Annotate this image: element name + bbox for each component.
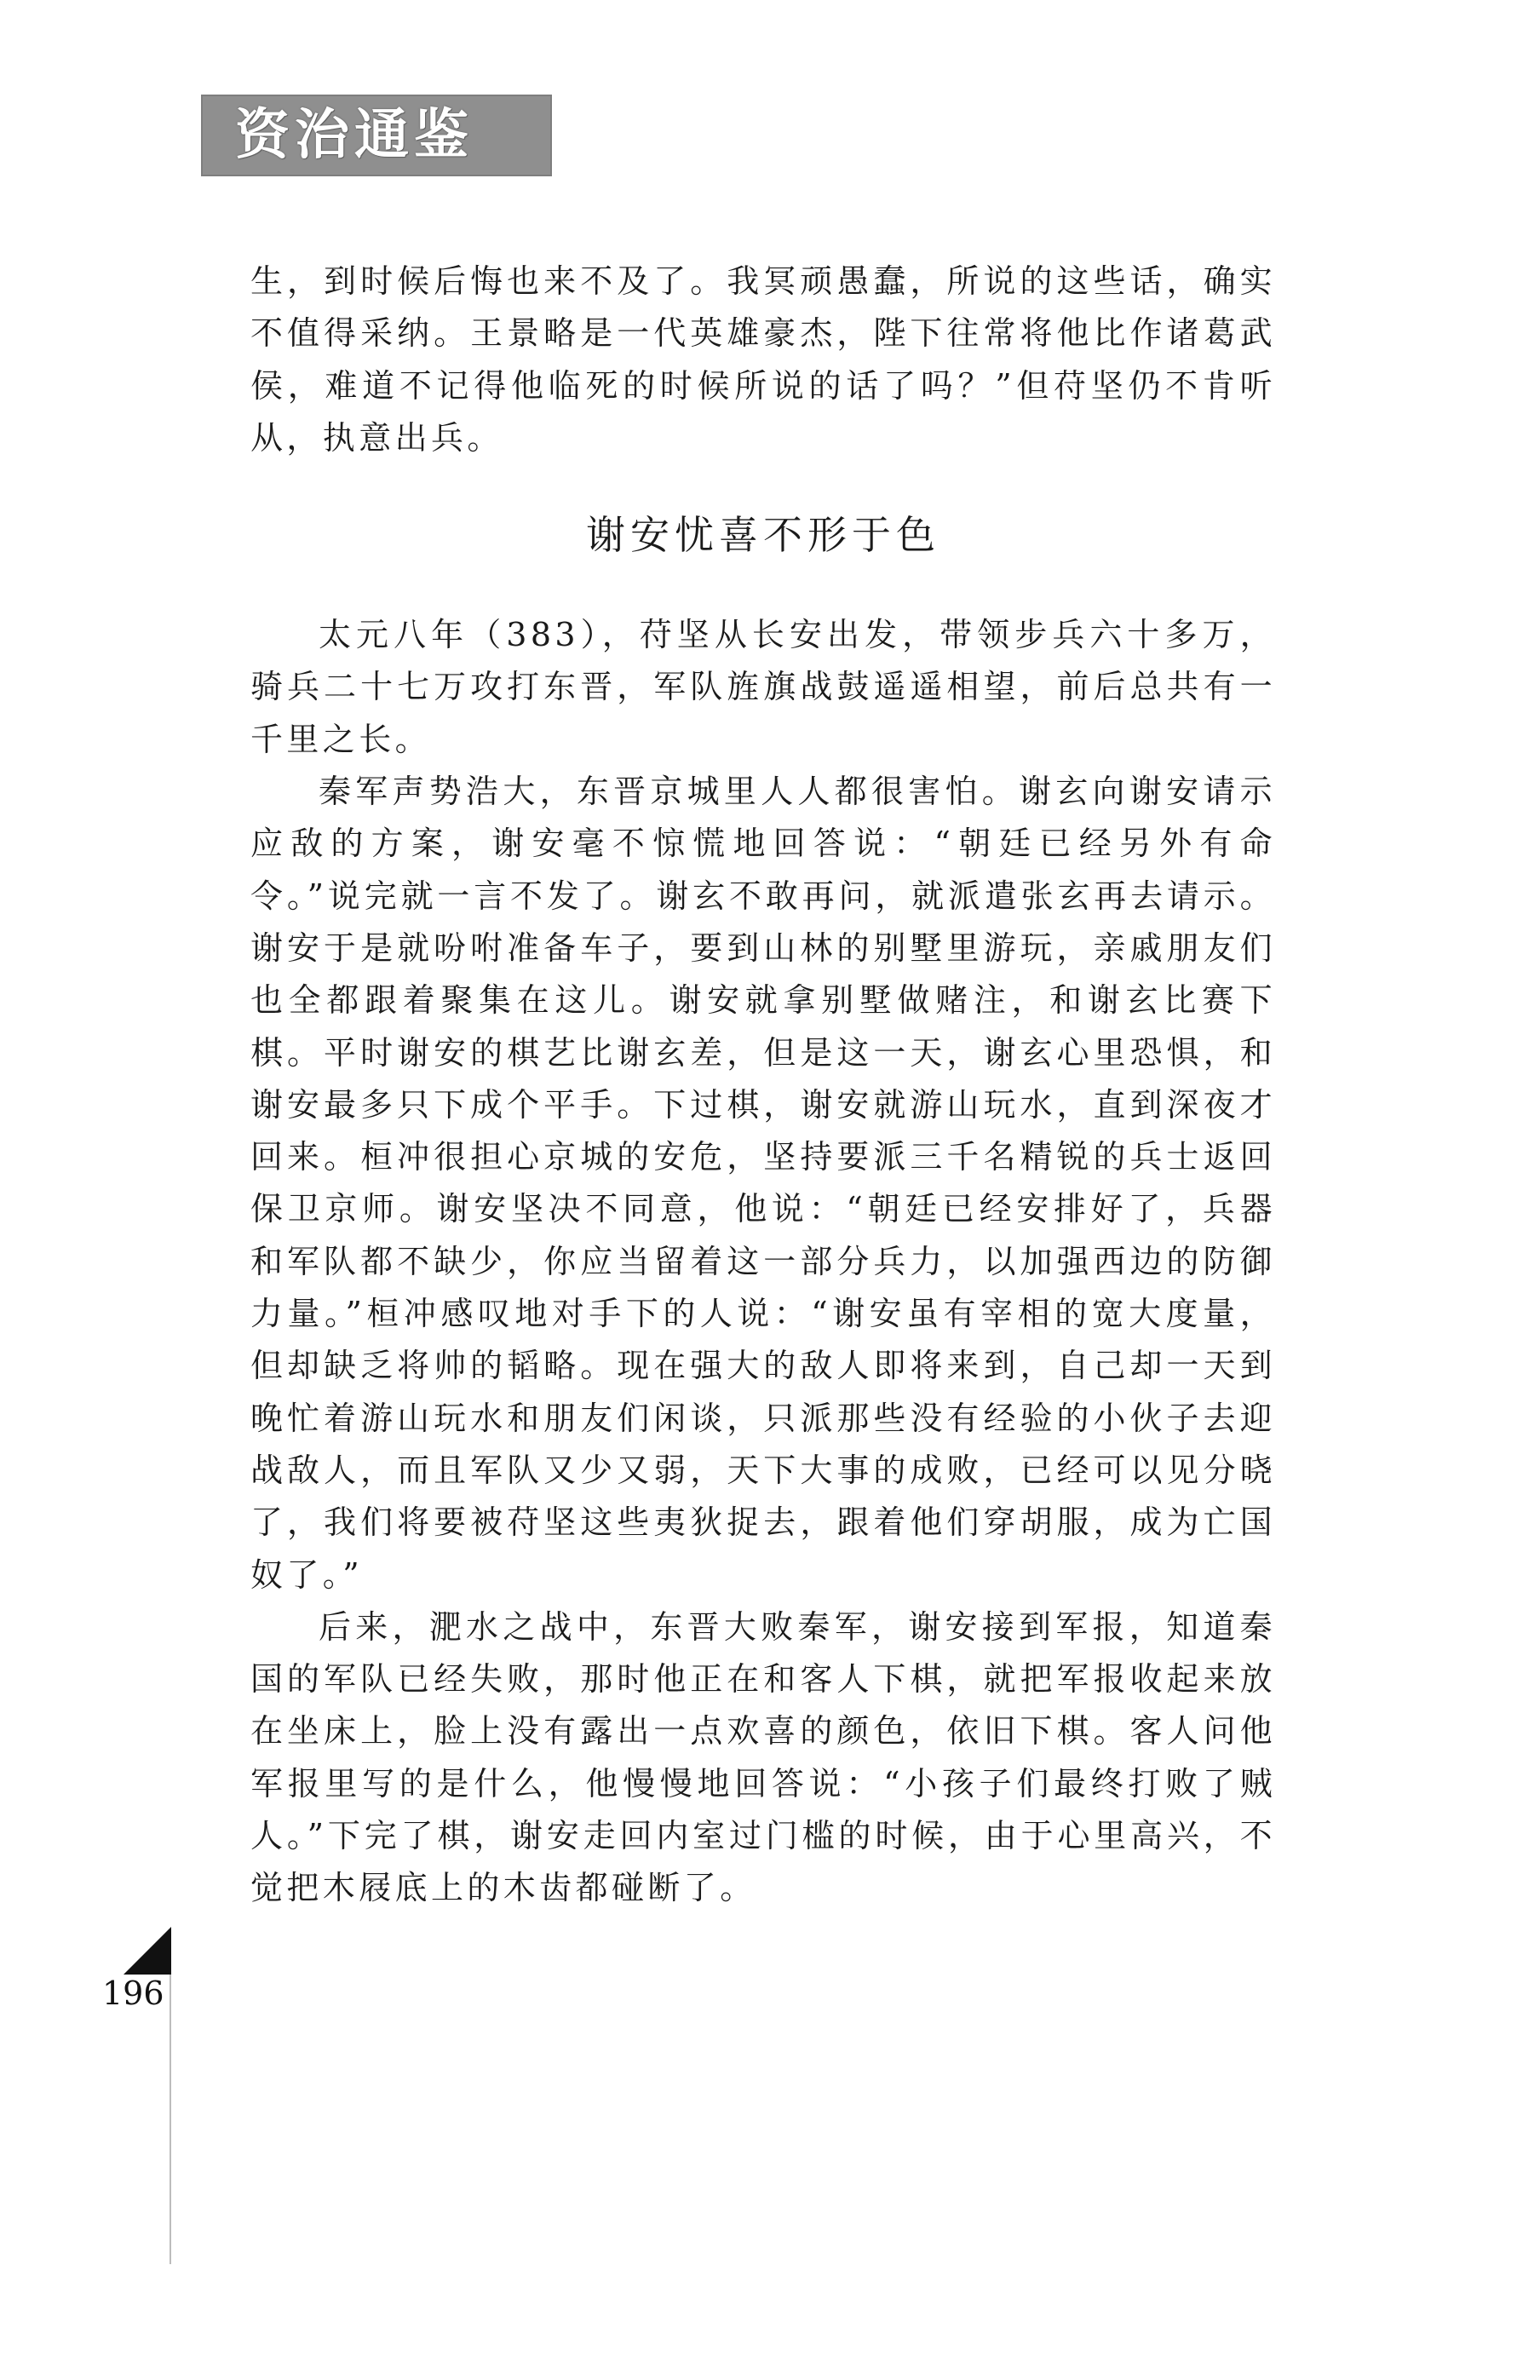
paragraph: 秦军声势浩大，东晋京城里人人都很害怕。谢玄向谢安请示应敌的方案，谢安毫不惊慌地回答说：“朝廷已经另外有命令。”说完就一言不发了。谢玄不敢再问，就派遣张玄再去请示。谢安于是就吩咐准备车子，要到山林的别墅里游玩，亲戚朋友们也全都跟着聚集在这儿。谢安就拿别墅做赌注，和谢玄比赛下棋。平时谢安的棋艺比谢玄差，但是这一天，谢玄心里恐惧，和谢安最多只下成个平手。下过棋，谢安就游山玩水，直到深夜才回来。桓冲很担心京城的安危，坚持要派三千名精锐的兵士返回保卫京师。谢安坚决不同意，他说：“朝廷已经安排好了，兵器和军队都不缺少，你应当留着这一部分兵力，以加强西边的防御力量。”桓冲感叹地对手下的人说：“谢安虽有宰相的宽大度量，但却缺乏将帅的韬略。现在强大的敌人即将来到，自己却一天到晚忙着游山玩水和朋友们闲谈，只派那些没有经验的小伙子去迎战敌人，而且军队又少又弱，天下大事的成败，已经可以见分晓了，我们将要被苻坚这些夷狄捉去，跟着他们穿胡服，成为亡国奴了。” xyxy=(250,773,1276,1594)
section-title: 谢安忧喜不形于色 xyxy=(586,512,940,559)
margin-rule xyxy=(170,1975,171,2264)
book-title-banner xyxy=(201,95,552,176)
paragraph-continuation: 生，到时候后悔也来不及了。我冥顽愚蠢，所说的这些话，确实不值得采纳。王景略是一代英雄豪杰，陛下往常将他比作诸葛武侯，难道不记得他临死的时候所说的话了吗？”但苻坚仍不肯听从，执意出兵。 xyxy=(250,262,1276,457)
page-number: 196 xyxy=(102,1975,164,2012)
page-corner-triangle-icon xyxy=(124,1927,171,1975)
page-body xyxy=(250,256,1276,1915)
book-title: 资治通鉴 xyxy=(235,104,474,167)
paragraph: 太元八年（383），苻坚从长安出发，带领步兵六十多万，骑兵二十七万攻打东晋，军队旌旗战鼓遥遥相望，前后总共有一千里之长。 xyxy=(250,616,1276,758)
paragraph: 后来，淝水之战中，东晋大败秦军，谢安接到军报，知道秦国的军队已经失败，那时他正在和客人下棋，就把军报收起来放在坐床上，脸上没有露出一点欢喜的颜色，依旧下棋。客人问他军报里写的是什么，他慢慢地回答说：“小孩子们最终打败了贼人。”下完了棋，谢安走回内室过门槛的时候，由于心里高兴，不觉把木屐底上的木齿都碰断了。 xyxy=(250,1607,1276,1907)
